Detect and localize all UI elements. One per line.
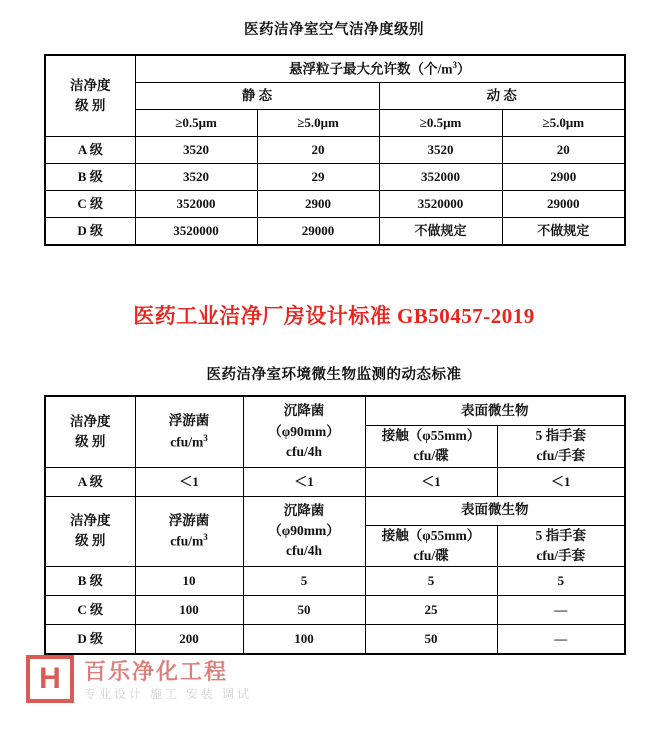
t2-cell: 10 bbox=[135, 567, 243, 596]
t2-grade: A 级 bbox=[45, 467, 135, 496]
t1-dynamic-header: 动 态 bbox=[379, 83, 625, 110]
t2-cell: 100 bbox=[243, 625, 365, 655]
t1-cell: 352000 bbox=[379, 164, 502, 191]
t1-static-header: 静 态 bbox=[135, 83, 379, 110]
table2-title: 医药洁净室环境微生物监测的动态标准 bbox=[206, 367, 462, 383]
t2-settle-header: 沉降菌 （φ90mm） cfu/4h bbox=[243, 396, 365, 467]
t1-cell: 20 bbox=[502, 137, 625, 164]
t1-cell: 3520000 bbox=[379, 191, 502, 218]
t2-surface-header: 表面微生物 bbox=[365, 396, 625, 426]
t2-airborne-header: 浮游菌 cfu/$m^3$ bbox=[135, 396, 243, 467]
t2-cell: 5 bbox=[497, 567, 625, 596]
table-row bbox=[45, 191, 625, 218]
t1-cell: 352000 bbox=[135, 191, 257, 218]
t2-cell: ＜1 bbox=[497, 467, 625, 496]
t2-cell: 100 bbox=[135, 596, 243, 625]
table-row bbox=[45, 496, 625, 525]
t2-glove-header: 5 指手套 cfu/手套 bbox=[497, 426, 625, 468]
t1-particles-header: 悬浮粒子最大允许数（个$/m^3$） bbox=[135, 55, 625, 83]
t2-cell: 5 bbox=[243, 567, 365, 596]
table-row bbox=[45, 164, 625, 191]
watermark-company-name: 百乐净化工程 bbox=[84, 659, 229, 684]
t2-grade: D 级 bbox=[45, 625, 135, 655]
t1-sub-header-1: ≥5.0μm bbox=[257, 110, 379, 137]
t1-cell: 不做规定 bbox=[379, 218, 502, 246]
table-row bbox=[45, 137, 625, 164]
t1-corner-header: 洁净度 级 别 bbox=[45, 55, 135, 137]
t1-cell: 3520 bbox=[135, 137, 257, 164]
t1-cell: 3520 bbox=[135, 164, 257, 191]
t1-cell: 29000 bbox=[257, 218, 379, 246]
microbial-monitoring-table bbox=[44, 395, 626, 655]
t1-sub-header-3: ≥5.0μm bbox=[502, 110, 625, 137]
table1-title: 医药洁净室空气洁净度级别 bbox=[244, 22, 424, 38]
t2-cell: — bbox=[497, 596, 625, 625]
t2-cell: 50 bbox=[243, 596, 365, 625]
watermark-tagline: 专业设计 施工 安装 调试 bbox=[84, 687, 253, 701]
t2-glove-header-2: 5 指手套 cfu/手套 bbox=[497, 525, 625, 567]
t1-grade: D 级 bbox=[45, 218, 135, 246]
t2-contact-header-2: 接触（φ55mm） cfu/碟 bbox=[365, 525, 497, 567]
t1-cell: 不做规定 bbox=[502, 218, 625, 246]
table-row bbox=[45, 55, 625, 83]
watermark-logo-icon: H bbox=[26, 655, 74, 703]
t1-grade: A 级 bbox=[45, 137, 135, 164]
t1-cell: 3520 bbox=[379, 137, 502, 164]
t2-cell: 50 bbox=[365, 625, 497, 655]
t2-corner-header: 洁净度 级 别 bbox=[45, 396, 135, 467]
standard-title: 医药工业洁净厂房设计标准 GB50457-2019 bbox=[133, 304, 535, 328]
t2-cell: ＜1 bbox=[135, 467, 243, 496]
t2-grade: B 级 bbox=[45, 567, 135, 596]
t2-cell: 200 bbox=[135, 625, 243, 655]
t2-cell: — bbox=[497, 625, 625, 655]
t1-cell: 29 bbox=[257, 164, 379, 191]
t2-corner-header-2: 洁净度 级 别 bbox=[45, 496, 135, 567]
t2-cell: 5 bbox=[365, 567, 497, 596]
t2-settle-header-2: 沉降菌 （φ90mm） cfu/4h bbox=[243, 496, 365, 567]
t2-cell: ＜1 bbox=[365, 467, 497, 496]
table-row bbox=[45, 467, 625, 496]
table-row bbox=[45, 596, 625, 625]
t2-cell: ＜1 bbox=[243, 467, 365, 496]
t2-grade: C 级 bbox=[45, 596, 135, 625]
t1-sub-header-0: ≥0.5μm bbox=[135, 110, 257, 137]
t2-contact-header: 接触（φ55mm） cfu/碟 bbox=[365, 426, 497, 468]
table-row bbox=[45, 625, 625, 655]
table-row bbox=[45, 567, 625, 596]
t1-grade: C 级 bbox=[45, 191, 135, 218]
t1-cell: 2900 bbox=[502, 164, 625, 191]
t2-cell: 25 bbox=[365, 596, 497, 625]
t1-grade: B 级 bbox=[45, 164, 135, 191]
air-cleanliness-table bbox=[44, 54, 626, 246]
t2-surface-header-2: 表面微生物 bbox=[365, 496, 625, 525]
t1-cell: 3520000 bbox=[135, 218, 257, 246]
t2-airborne-header-2: 浮游菌 cfu/$m^3$ bbox=[135, 496, 243, 567]
table-row bbox=[45, 218, 625, 246]
t1-sub-header-2: ≥0.5μm bbox=[379, 110, 502, 137]
table-row bbox=[45, 396, 625, 426]
t1-cell: 2900 bbox=[257, 191, 379, 218]
t1-cell: 29000 bbox=[502, 191, 625, 218]
watermark bbox=[26, 655, 326, 715]
t1-cell: 20 bbox=[257, 137, 379, 164]
